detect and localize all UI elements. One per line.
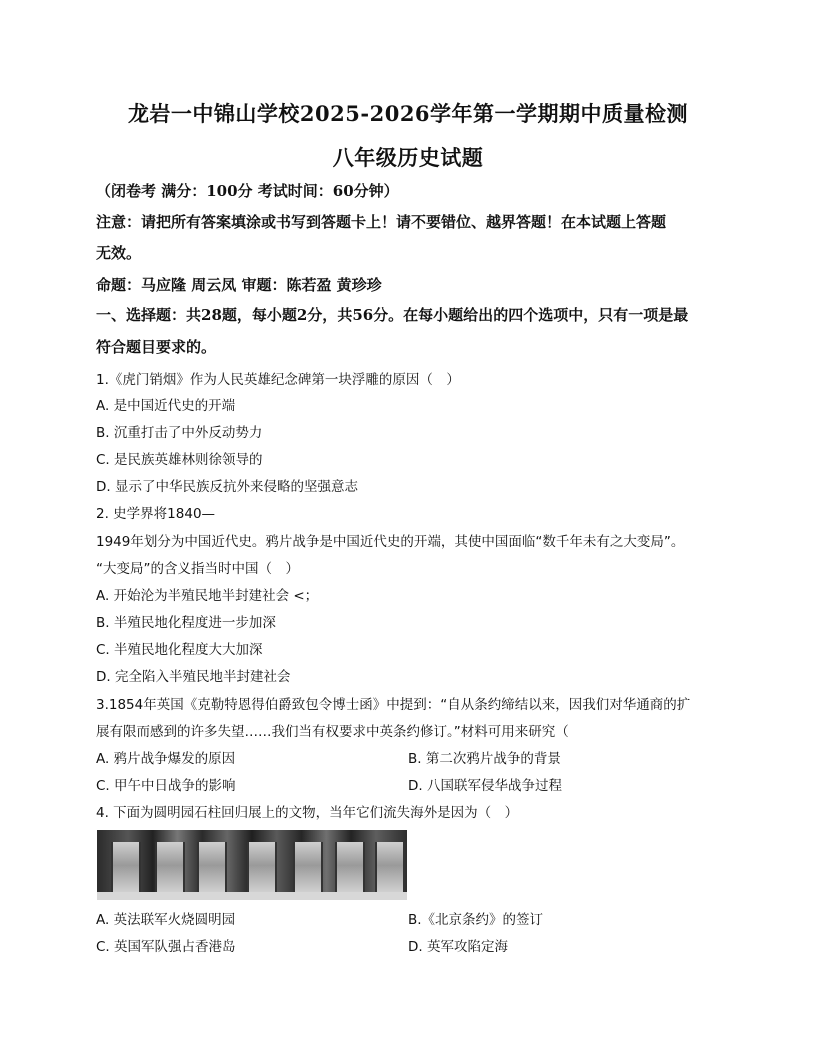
question-1-option-d: D. 显示了中华民族反抗外来侵略的坚强意志 — [96, 479, 358, 495]
notice-line-2: 无效。 — [96, 244, 142, 262]
question-2-option-a: A. 开始沦为半殖民地半封建社会 <； — [96, 588, 319, 604]
question-2-option-d: D. 完全陷入半殖民地半封建社会 — [96, 669, 291, 685]
authors-line: 命题：马应隆 周云凤 审题：陈若盈 黄珍珍 — [96, 276, 382, 294]
notice-line-1: 注意：请把所有答案填涂或书写到答题卡上！请不要错位、越界答题！在本试题上答题 — [96, 213, 667, 231]
exam-info: （闭卷考 满分：100分 考试时间：60分钟） — [96, 182, 399, 200]
question-1-option-c: C. 是民族英雄林则徐领导的 — [96, 452, 263, 468]
exam-title: 龙岩一中锦山学校2025-2026学年第一学期期中质量检测 — [127, 101, 689, 126]
question-2-option-c: C. 半殖民地化程度大大加深 — [96, 642, 263, 658]
question-1-option-a: A. 是中国近代史的开端 — [96, 398, 236, 414]
question-4-option-a: A. 英法联军火烧圆明园 — [96, 912, 236, 928]
question-4-stem: 4. 下面为圆明园石柱回归展上的文物，当年它们流失海外是因为（ ） — [96, 805, 519, 821]
question-4-option-b: B.《北京条约》的签订 — [408, 912, 544, 928]
question-4-option-c: C. 英国军队强占香港岛 — [96, 939, 236, 955]
stone-pillars-photo — [97, 830, 407, 900]
section-heading-line-2: 符合题目要求的。 — [96, 338, 217, 356]
question-3-option-c: C. 甲午中日战争的影响 — [96, 778, 236, 794]
question-3-option-b: B. 第二次鸦片战争的背景 — [408, 751, 561, 767]
question-4-option-d: D. 英军攻陷定海 — [408, 939, 508, 955]
question-1-stem: 1.《虎门销烟》作为人民英雄纪念碑第一块浮雕的原因（ ） — [96, 372, 460, 388]
question-2-stem-2: 1949年划分为中国近代史。鸦片战争是中国近代史的开端，其使中国面临“数千年未有之大变局”。 — [96, 534, 685, 550]
section-heading-line-1: 一、选择题：共28题，每小题2分，共56分。在每小题给出的四个选项中，只有一项是最 — [96, 306, 689, 324]
exam-subtitle: 八年级历史试题 — [332, 145, 484, 170]
question-3-option-d: D. 八国联军侵华战争过程 — [408, 778, 562, 794]
question-3-stem-1: 3.1854年英国《克勒特恩得伯爵致包令博士函》中提到：“自从条约缔结以来，因我们对华通商的扩 — [96, 697, 691, 713]
question-2-stem-3: “大变局”的含义指当时中国（ ） — [96, 561, 299, 577]
question-2-option-b: B. 半殖民地化程度进一步加深 — [96, 615, 276, 631]
question-1-option-b: B. 沉重打击了中外反动势力 — [96, 425, 263, 441]
question-3-option-a: A. 鸦片战争爆发的原因 — [96, 751, 236, 767]
question-3-stem-2: 展有限而感到的许多失望……我们当有权要求中英条约修订。”材料可用来研究（ — [96, 724, 569, 740]
question-2-stem-1: 2. 史学界将1840— — [96, 506, 216, 522]
